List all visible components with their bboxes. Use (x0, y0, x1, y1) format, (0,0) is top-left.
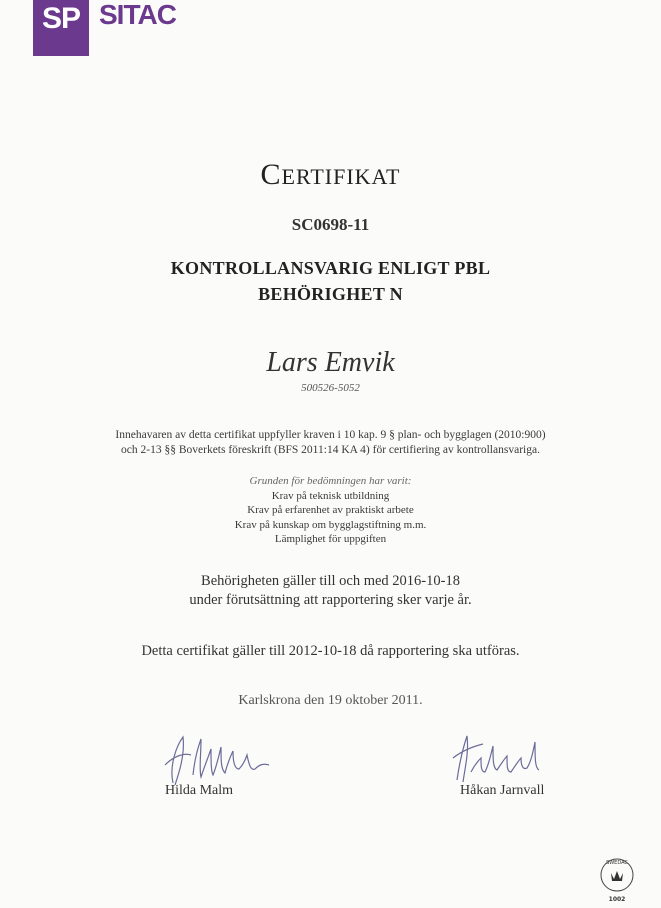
signature-hakan-jarnvall (445, 728, 545, 788)
seal-top-text: SWEDAC (606, 860, 628, 866)
requirements-paragraph (0, 428, 661, 458)
paragraph-line-2: och 2-13 §§ Boverkets föreskrift (BFS 2011:14 KA 4) för certifiering av kontrollansvariga. (121, 444, 540, 456)
logo-text: SITAC (99, 0, 176, 30)
heading-line-1: KONTROLLANSVARIG ENLIGT PBL (170, 258, 491, 278)
validity-line-2: under förutsättning att rapportering sker varje år. (189, 592, 472, 608)
personal-number: 500526-5052 (301, 382, 360, 394)
assessment-basis (0, 474, 661, 547)
certificate-validity: Detta certifikat gäller till 2012-10-18 då rapportering ska utföras. (141, 643, 520, 659)
basis-item: Krav på teknisk utbildning (271, 489, 390, 502)
basis-intro: Grunden för bedömningen har varit: (249, 475, 412, 487)
holder-name: Lars Emvik (266, 347, 395, 378)
title-rest: ERTIFIKAT (281, 164, 401, 189)
basis-item: Lämplighet för uppgiften (274, 533, 387, 545)
signature-hilda-malm (155, 725, 285, 790)
place-date: Karlskrona den 19 oktober 2011. (238, 693, 423, 708)
seal-number: 1002 (608, 896, 626, 903)
signatory-name: Hilda Malm (165, 783, 234, 798)
heading-line-2: BEHÖRIGHET N (258, 284, 403, 304)
basis-item: Krav på erfarenhet av praktiskt arbete (247, 504, 414, 516)
certificate-number: SC0698-11 (291, 215, 370, 234)
title-capital: C (260, 158, 282, 191)
logo-box: SP (33, 0, 89, 56)
swedac-seal (595, 855, 640, 905)
paragraph-line-1: Innehavaren av detta certifikat uppfyller kraven i 10 kap. 9 § plan- och bygglagen (2010:900) (115, 429, 546, 441)
validity-statement (0, 572, 661, 610)
validity-line-1: Behörigheten gäller till och med 2016-10-18 (201, 573, 460, 589)
signatory-name: Håkan Jarnvall (460, 783, 545, 798)
certificate-title (0, 158, 661, 192)
basis-item: Krav på kunskap om bygglagstiftning m.m. (234, 518, 427, 531)
sp-sitac-logo (33, 0, 176, 56)
